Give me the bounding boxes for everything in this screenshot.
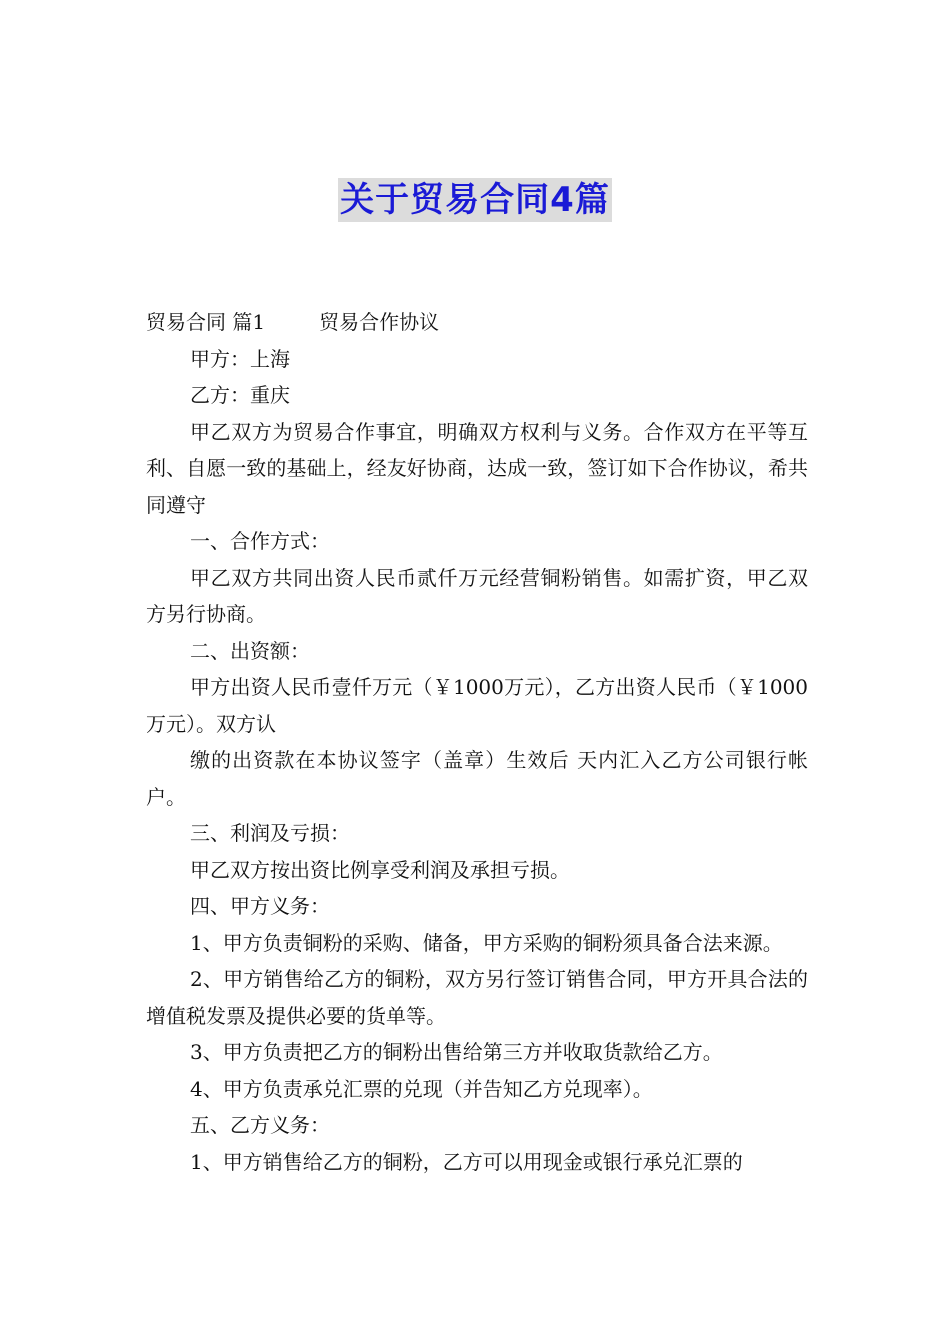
party-a-duty-2: 2、甲方销售给乙方的铜粉，双方另行签订销售合同，甲方开具合法的增值税发票及提供必要的货单等。 — [146, 967, 808, 1028]
section-heading — [146, 304, 808, 341]
clause-heading-profit: 三、利润及亏损： — [190, 821, 350, 845]
party-b-duty-1: 1、甲方销售给乙方的铜粉，乙方可以用现金或银行承兑汇票的 — [190, 1149, 743, 1174]
paragraph-intro: 甲乙双方为贸易合作事宜，明确双方权利与义务。合作双方在平等互利、自愿一致的基础上，经友好协商，达成一致，签订如下合作协议，希共同遵守 — [146, 419, 808, 517]
clause-heading-cooperation: 一、合作方式： — [190, 529, 330, 553]
paragraph-capital: 甲方出资人民币壹仟万元（￥1000万元），乙方出资人民币（￥1000万元）。双方认 — [146, 675, 808, 736]
party-a-duty-3: 3、甲方负责把乙方的铜粉出售给第三方并收取货款给乙方。 — [190, 1040, 723, 1064]
party-b-line: 乙方：重庆 — [190, 383, 290, 407]
section-heading-subtitle: 贸易合作协议 — [319, 310, 440, 334]
party-a-duty-1: 1、甲方负责铜粉的采购、储备，甲方采购的铜粉须具备合法来源。 — [190, 930, 783, 955]
paragraph-capital-payment: 缴的出资款在本协议签字（盖章）生效后 天内汇入乙方公司银行帐户。 — [146, 748, 808, 809]
clause-heading-party-a: 四、甲方义务： — [190, 894, 330, 918]
document-title: 关于贸易合同4篇 — [340, 180, 610, 220]
document-body — [146, 304, 808, 1180]
party-a-duty-4: 4、甲方负责承兑汇票的兑现（并告知乙方兑现率）。 — [190, 1076, 653, 1101]
party-a-line: 甲方：上海 — [190, 346, 290, 371]
clause-heading-party-b: 五、乙方义务： — [190, 1113, 330, 1137]
clause-heading-capital: 二、出资额： — [190, 638, 310, 663]
paragraph-profit: 甲乙双方按出资比例享受利润及承担亏损。 — [190, 857, 570, 882]
title-container — [0, 178, 950, 222]
paragraph-cooperation: 甲乙双方共同出资人民币贰仟万元经营铜粉销售。如需扩资，甲乙双方另行协商。 — [146, 565, 808, 626]
section-heading-label: 贸易合同 篇1 — [146, 310, 266, 334]
